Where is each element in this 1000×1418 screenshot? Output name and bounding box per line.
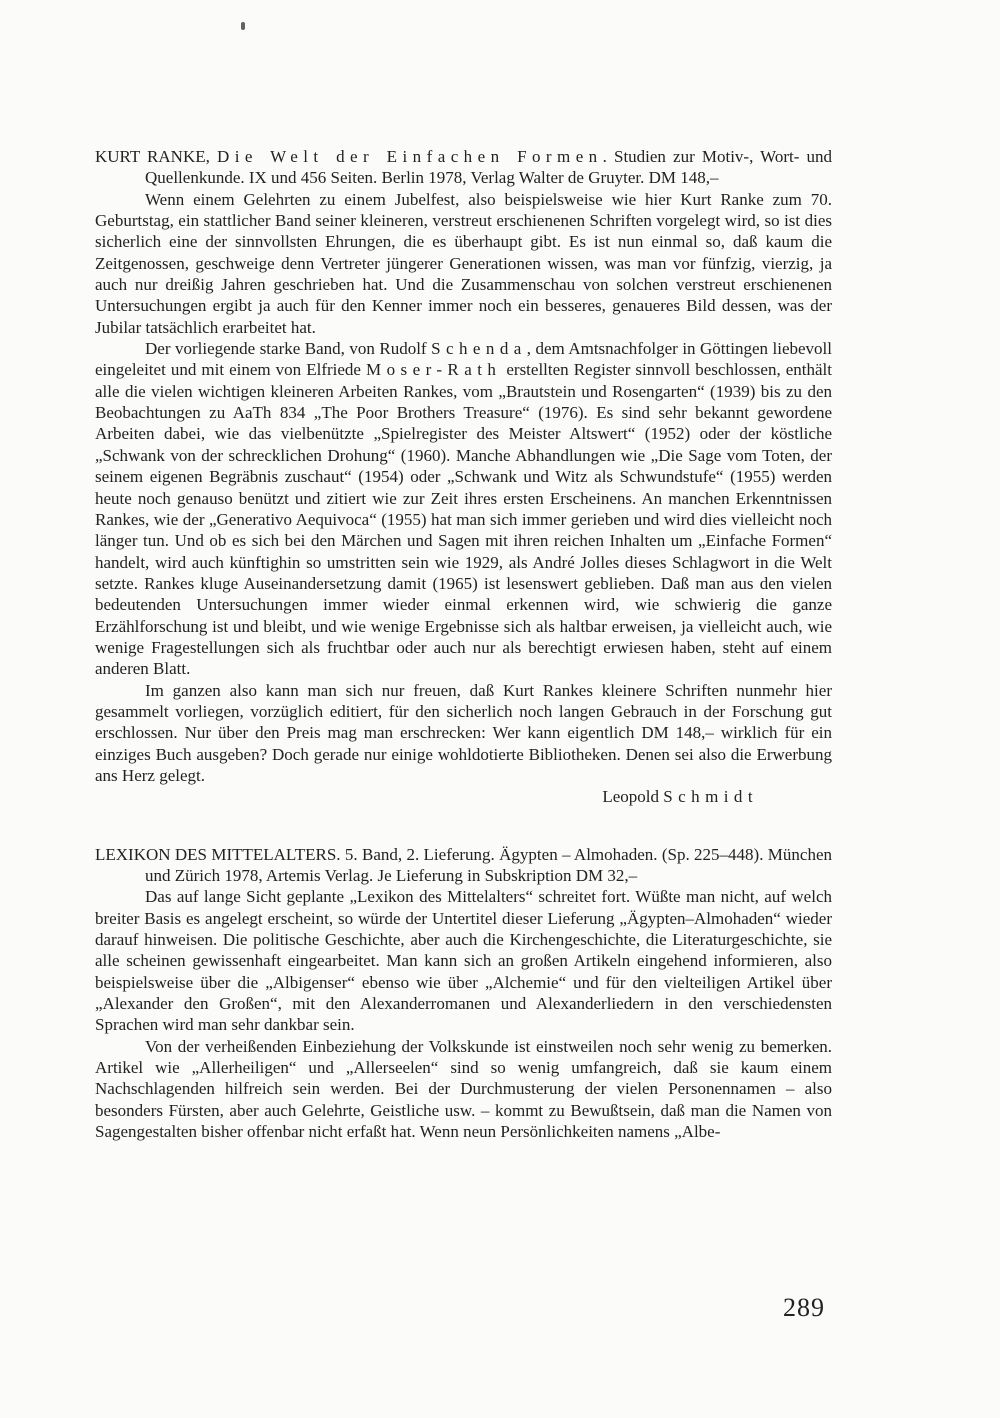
review1-paragraph-2-text-a: Der vorliegende starke Band, von Rudolf — [145, 339, 432, 359]
review2-paragraph-1: Das auf lange Sicht geplante „Lexikon des Mittelalters“ schreitet fort. Wüßte man nicht, auf welch breiter Basis es angelegt erscheint, so würde der Untertitel dieser Lieferung „Ägypten–Almohaden“ wieder darauf hinweisen. Die politische Geschichte, aber auch die Kirchengeschichte, die Literaturgeschichte, sie alle scheinen gewissenhaft eingearbeitet. Man kann sich an großen Artikeln eingehend informieren, also beispielsweise über die „Albigenser“ ebenso wie über „Alchemie“ und für den vielteiligen Artikel über „Alexander den Großen“, mit den Alexanderromanen und Alexanderliedern in den verschiedensten Sprachen wird man sehr dankbar sein. — [95, 887, 832, 1035]
review1-heading — [95, 146, 832, 189]
review1-book-title: Die Welt der Einfachen Formen — [217, 147, 603, 166]
page-number: 289 — [783, 1293, 825, 1322]
review2-paragraph-2: Von der verheißenden Einbeziehung der Volkskunde ist einstweilen noch sehr wenig zu bemerken. Artikel wie „Allerheiligen“ und „Allerseelen“ sind so wenig umfangreich, daß sie kaum einem Nachschlagenden hilfreich sein werden. Bei der Durchmusterung der vielen Personennamen – also besonders Fürsten, aber auch Gelehrte, Geistliche usw. – kommt zu Bewußtsein, daß man die Namen von Sagengestalten bisher offenbar nicht erfaßt hat. Wenn neun Persönlichkeiten namens „Albe- — [95, 1036, 832, 1142]
signature-last-name: Schmidt — [663, 787, 758, 807]
review1-publication-details: . Studien zur Motiv-, Wort- und Quellenkunde. IX und 456 Seiten. Berlin 1978, Verlag Walter de Gruyter. DM 148,– — [145, 147, 832, 188]
review1-paragraph-2 — [95, 338, 832, 680]
review2-heading: LEXIKON DES MITTELALTERS. 5. Band, 2. Lieferung. Ägypten – Almohaden. (Sp. 225–448). München und Zürich 1978, Artemis Verlag. Je Lieferung in Subskription DM 32,– — [95, 844, 832, 885]
review1-paragraph-1: Wenn einem Gelehrten zu einem Jubelfest, also beispielsweise wie hier Kurt Ranke zum 70. Geburtstag, ein stattlicher Band seiner kleineren, verstreut erschienenen Schriften vorgelegt wird, so ist dies sicherlich eine der sinnvollsten Ehrungen, die es überhaupt gibt. Es ist nun einmal so, daß kaum die Zeitgenossen, geschweige denn Vertreter jüngerer Generationen wissen, was man vor fünfzig, vierzig, ja auch nur dreißig Jahren geschrieben hat. Und die Zusammenschau von solchen verstreut erschienenen Untersuchungen ergibt ja auch für den Kenner immer noch ein besseres, genaueres Bild dessen, was der Jubilar tatsächlich erarbeitet hat. — [95, 189, 832, 337]
review1-author: KURT RANKE, — [95, 147, 210, 166]
signature-first-name: Leopold — [602, 787, 659, 807]
name-moser-rath: Moser-Rath — [366, 360, 502, 380]
name-schenda: Schenda — [431, 339, 527, 359]
review-lexikon-des-mittelalters — [95, 844, 832, 1143]
page-content — [95, 146, 832, 1142]
review1-paragraph-2-text-b: , dem Amtsnachfolger in Göttingen liebevoll eingeleitet und mit einem von Elfriede — [95, 339, 832, 380]
review1-paragraph-3: Im ganzen also kann man sich nur freuen, daß Kurt Rankes kleinere Schriften nunmehr hier gesammelt vorliegen, vorzüglich editiert, für den sicherlich noch langen Gebrauch in der Forschung gut erschlossen. Nur über den Preis mag man erschrecken: Wer kann eigentlich DM 148,– wirklich für ein einziges Buch ausgeben? Doch gerade nur einige wohldotierte Bibliotheken. Denen sei also die Erwerbung ans Herz gelegt. — [95, 680, 832, 785]
scan-artifact-speck — [241, 22, 245, 30]
review-kurt-ranke — [95, 146, 832, 808]
review1-paragraph-2-text-c: erstellten Register sinnvoll beschlossen, enthält alle die vielen wichtigen kleineren Arbeiten Rankes, vom „Brautstein und Rosengarten“ (1939) bis zu den Beobachtungen zu AaTh 834 „The Poor Brothers Treasure“ (1976). Es sind sehr bekannt gewordene Arbeiten dabei, wie das vielbenützte „Spielregister des Meister Altswert“ (1952) oder der köstliche „Schwank von der schrecklichen Drohung“ (1960). Manche Abhandlungen wie „Die Sage vom Toten, der seinem eigenen Begräbnis zuschaut“ (1954) oder „Schwank und Witz als Schwundstufe“ (1955) werden heute noch genauso benützt und zitiert wie zur Zeit ihres ersten Erscheinens. An manchen Erkenntnissen Rankes, wie der „Generativo Aequivoca“ (1955) hat man sich immer gerieben und wird dies vielleicht noch länger tun. Und ob es sich bei den Märchen und Sagen mit ihren reichen Inhalten um „Einfache Formen“ handelt, wird auch künftighin so umstritten sein wie 1929, als André Jolles dieses Schlagwort in die Welt setzte. Rankes kluge Auseinandersetzung damit (1965) ist lesenswert geblieben. Daß man aus den vielen bedeutenden Untersuchungen immer wieder einmal erkennen wird, wie schwierig die ganze Erzählforschung ist und bleibt, und wie wenige Ergebnisse sich als haltbar erweisen, ja vielleicht auch, wie wenige Fragestellungen sich als fruchtbar oder auch nur als berechtigt erwiesen haben, steht auf einem anderen Blatt. — [95, 360, 833, 679]
review1-signature — [95, 786, 832, 807]
